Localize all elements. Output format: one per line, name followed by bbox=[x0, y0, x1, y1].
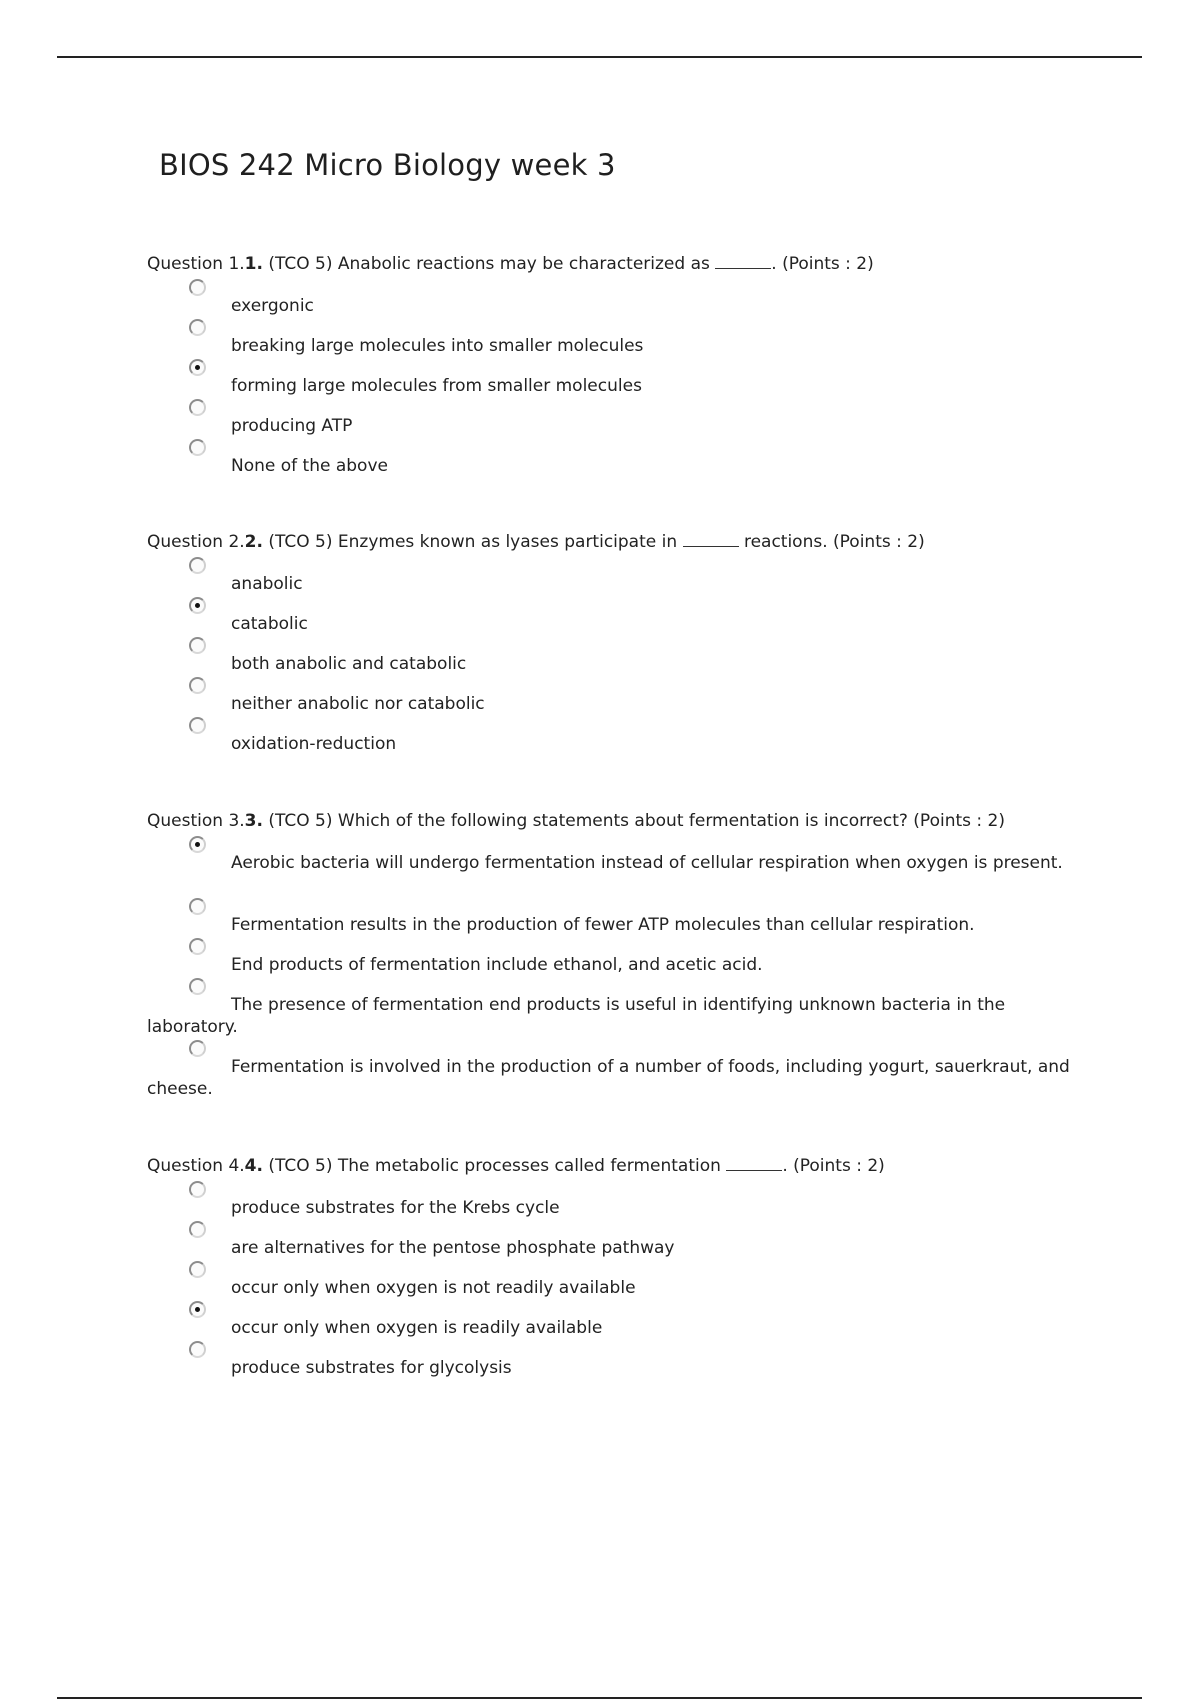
question-stem: Question 2.2. (TCO 5) Enzymes known as lyases participate in reactions. (Points : 2) bbox=[147, 532, 925, 552]
answer-option[interactable]: The presence of fermentation end products is useful in identifying unknown bacteria in the laboratory. bbox=[147, 976, 1087, 1038]
answer-option[interactable]: Fermentation results in the production of fewer ATP molecules than cellular respiration. bbox=[147, 896, 1087, 936]
answer-option[interactable]: Fermentation is involved in the production of a number of foods, including yogurt, sauerkraut, and cheese. bbox=[147, 1038, 1087, 1100]
answer-option[interactable]: breaking large molecules into smaller molecules bbox=[147, 317, 1087, 357]
radio-button[interactable] bbox=[189, 898, 206, 915]
answer-option[interactable]: neither anabolic nor catabolic bbox=[147, 675, 1087, 715]
question-1 bbox=[147, 253, 1087, 477]
radio-button[interactable] bbox=[189, 637, 206, 654]
question-4 bbox=[147, 1155, 1087, 1379]
radio-button[interactable] bbox=[189, 1261, 206, 1278]
question-stem: Question 1.1. (TCO 5) Anabolic reactions may be characterized as . (Points : 2) bbox=[147, 254, 874, 274]
radio-button[interactable] bbox=[189, 1341, 206, 1358]
radio-button-selected[interactable] bbox=[189, 836, 206, 853]
radio-button[interactable] bbox=[189, 439, 206, 456]
radio-button[interactable] bbox=[189, 938, 206, 955]
radio-button-selected[interactable] bbox=[189, 1301, 206, 1318]
answer-option[interactable]: both anabolic and catabolic bbox=[147, 635, 1087, 675]
answer-option[interactable]: produce substrates for glycolysis bbox=[147, 1339, 1087, 1379]
answer-option[interactable]: End products of fermentation include ethanol, and acetic acid. bbox=[147, 936, 1087, 976]
radio-dot-icon bbox=[195, 365, 200, 370]
question-stem: Question 4.4. (TCO 5) The metabolic processes called fermentation . (Points : 2) bbox=[147, 1156, 885, 1176]
answer-blank bbox=[726, 1156, 782, 1171]
answer-option[interactable]: None of the above bbox=[147, 437, 1087, 477]
radio-dot-icon bbox=[195, 842, 200, 847]
radio-button[interactable] bbox=[189, 1181, 206, 1198]
radio-dot-icon bbox=[195, 1307, 200, 1312]
document-title: BIOS 242 Micro Biology week 3 bbox=[159, 148, 616, 182]
radio-button[interactable] bbox=[189, 1040, 206, 1057]
top-rule bbox=[57, 56, 1142, 58]
radio-button[interactable] bbox=[189, 1221, 206, 1238]
answer-option[interactable]: occur only when oxygen is readily available bbox=[147, 1299, 1087, 1339]
answer-option[interactable]: anabolic bbox=[147, 555, 1087, 595]
radio-button[interactable] bbox=[189, 557, 206, 574]
answer-option[interactable]: Aerobic bacteria will undergo fermentation instead of cellular respiration when oxygen is present. bbox=[147, 834, 1087, 896]
answer-option[interactable]: are alternatives for the pentose phosphate pathway bbox=[147, 1219, 1087, 1259]
radio-button-selected[interactable] bbox=[189, 597, 206, 614]
answer-option[interactable]: exergonic bbox=[147, 277, 1087, 317]
question-2 bbox=[147, 531, 1087, 755]
answer-option[interactable]: oxidation-reduction bbox=[147, 715, 1087, 755]
radio-button[interactable] bbox=[189, 279, 206, 296]
radio-button[interactable] bbox=[189, 399, 206, 416]
radio-button[interactable] bbox=[189, 717, 206, 734]
answer-option[interactable]: catabolic bbox=[147, 595, 1087, 635]
answer-blank bbox=[683, 532, 739, 547]
answer-option[interactable]: producing ATP bbox=[147, 397, 1087, 437]
answer-option[interactable]: occur only when oxygen is not readily available bbox=[147, 1259, 1087, 1299]
radio-dot-icon bbox=[195, 603, 200, 608]
question-3 bbox=[147, 810, 1087, 1100]
question-stem: Question 3.3. (TCO 5) Which of the following statements about fermentation is incorrect? (Points : 2) bbox=[147, 811, 1005, 831]
answer-option[interactable]: forming large molecules from smaller molecules bbox=[147, 357, 1087, 397]
answer-blank bbox=[715, 254, 771, 269]
radio-button-selected[interactable] bbox=[189, 359, 206, 376]
radio-button[interactable] bbox=[189, 677, 206, 694]
answer-option[interactable]: produce substrates for the Krebs cycle bbox=[147, 1179, 1087, 1219]
radio-button[interactable] bbox=[189, 319, 206, 336]
bottom-rule bbox=[57, 1697, 1142, 1699]
radio-button[interactable] bbox=[189, 978, 206, 995]
